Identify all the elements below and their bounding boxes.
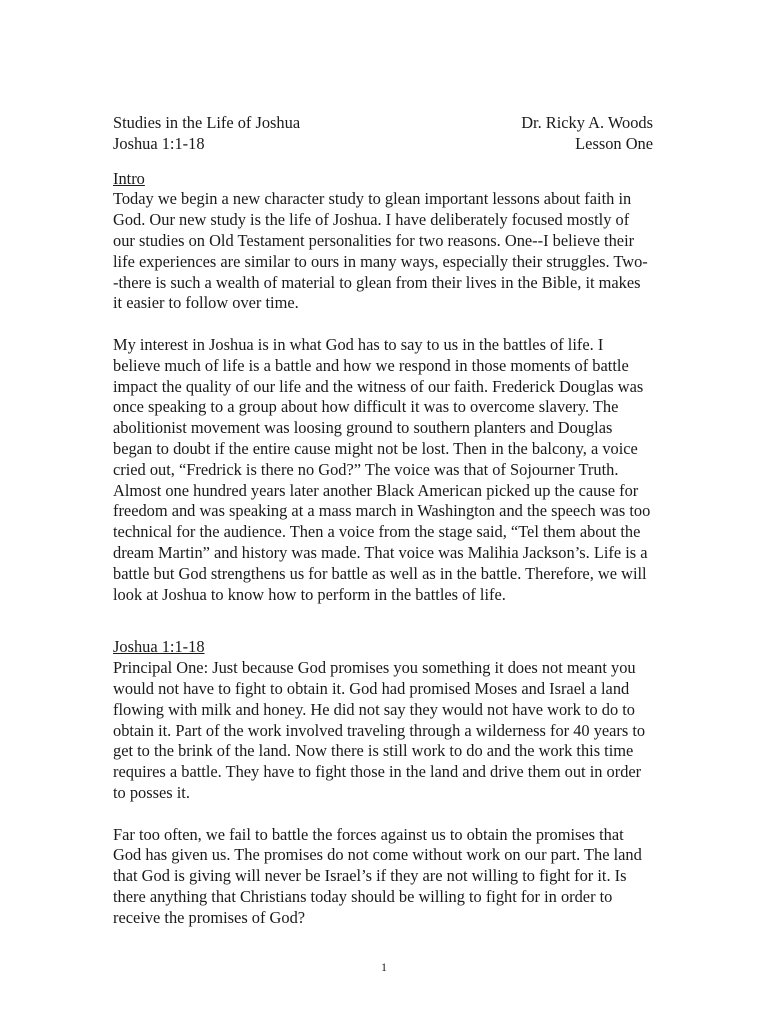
- scripture-reference: Joshua 1:1-18: [113, 133, 205, 153]
- study-title: Studies in the Life of Joshua: [113, 113, 301, 132]
- intro-paragraph-2: My interest in Joshua is in what God has to say to us in the battles of life. I believe much of life is a battle and how we respond in those moments of battle impact the quality of our life and the witness of our faith. Frederick Douglas was once speaking to a group about how difficult it was to overcome slavery. The abolitionist movement was loosing ground to southern planters and Douglas began to doubt if the entire cause might not be lost. Then in the balcony, a voice cried out, “Fredrick is there no God?” The voice was that of Sojourner Truth. Almost one hundred years later another Black American picked up the cause for freedom and was speaking at a mass march in Washington and the speech was too technical for the audience. Then a voice from the stage said, “Tel them about the dream Martin” and history was made. That voice was Malihia Jackson’s. Life is a battle but God strengthens us for battle as well as in the battle. Therefore, we will look at Joshua to know how to perform in the battles of life.: [113, 334, 651, 604]
- intro-paragraph-1: Today we begin a new character study to glean important lessons about faith in God. Our new study is the life of Joshua. I have deliberately focused mostly of our studies on Old Testament personalities for two reasons. One--I believe their life experiences are similar to ours in many ways, especially their struggles. Two--there is such a wealth of material to glean from their lives in the Bible, it makes it easier to follow over time.: [113, 189, 648, 313]
- page-number: 1: [381, 960, 387, 974]
- lesson-label: Lesson One: [575, 133, 653, 153]
- header-row-1: [113, 113, 653, 134]
- section-paragraph-2: Far too often, we fail to battle the forces against us to obtain the promises that God has given us. The promises do not come without work on our part. The land that God is giving will never be Israel’s if they are not willing to fight for it. Is there anything that Christians today should be willing to fight for in order to receive the promises of God?: [113, 824, 642, 927]
- document-page: [113, 113, 653, 928]
- document-header: [113, 113, 653, 155]
- intro-heading: Intro: [113, 168, 145, 188]
- section-paragraph-1: Principal One: Just because God promises you something it does not meant you would not have to fight to obtain it. God had promised Moses and Israel a land flowing with milk and honey. He did not say they would not have work to do to obtain it. Part of the work involved traveling through a wilderness for 40 years to get to the brink of the land. Now there is still work to do and the work this time requires a battle. They have to fight those in the land and drive them out in order to posses it.: [113, 658, 646, 802]
- header-row-2: [113, 134, 653, 155]
- author-name: Dr. Ricky A. Woods: [521, 113, 653, 132]
- section-heading: Joshua 1:1-18: [113, 637, 205, 657]
